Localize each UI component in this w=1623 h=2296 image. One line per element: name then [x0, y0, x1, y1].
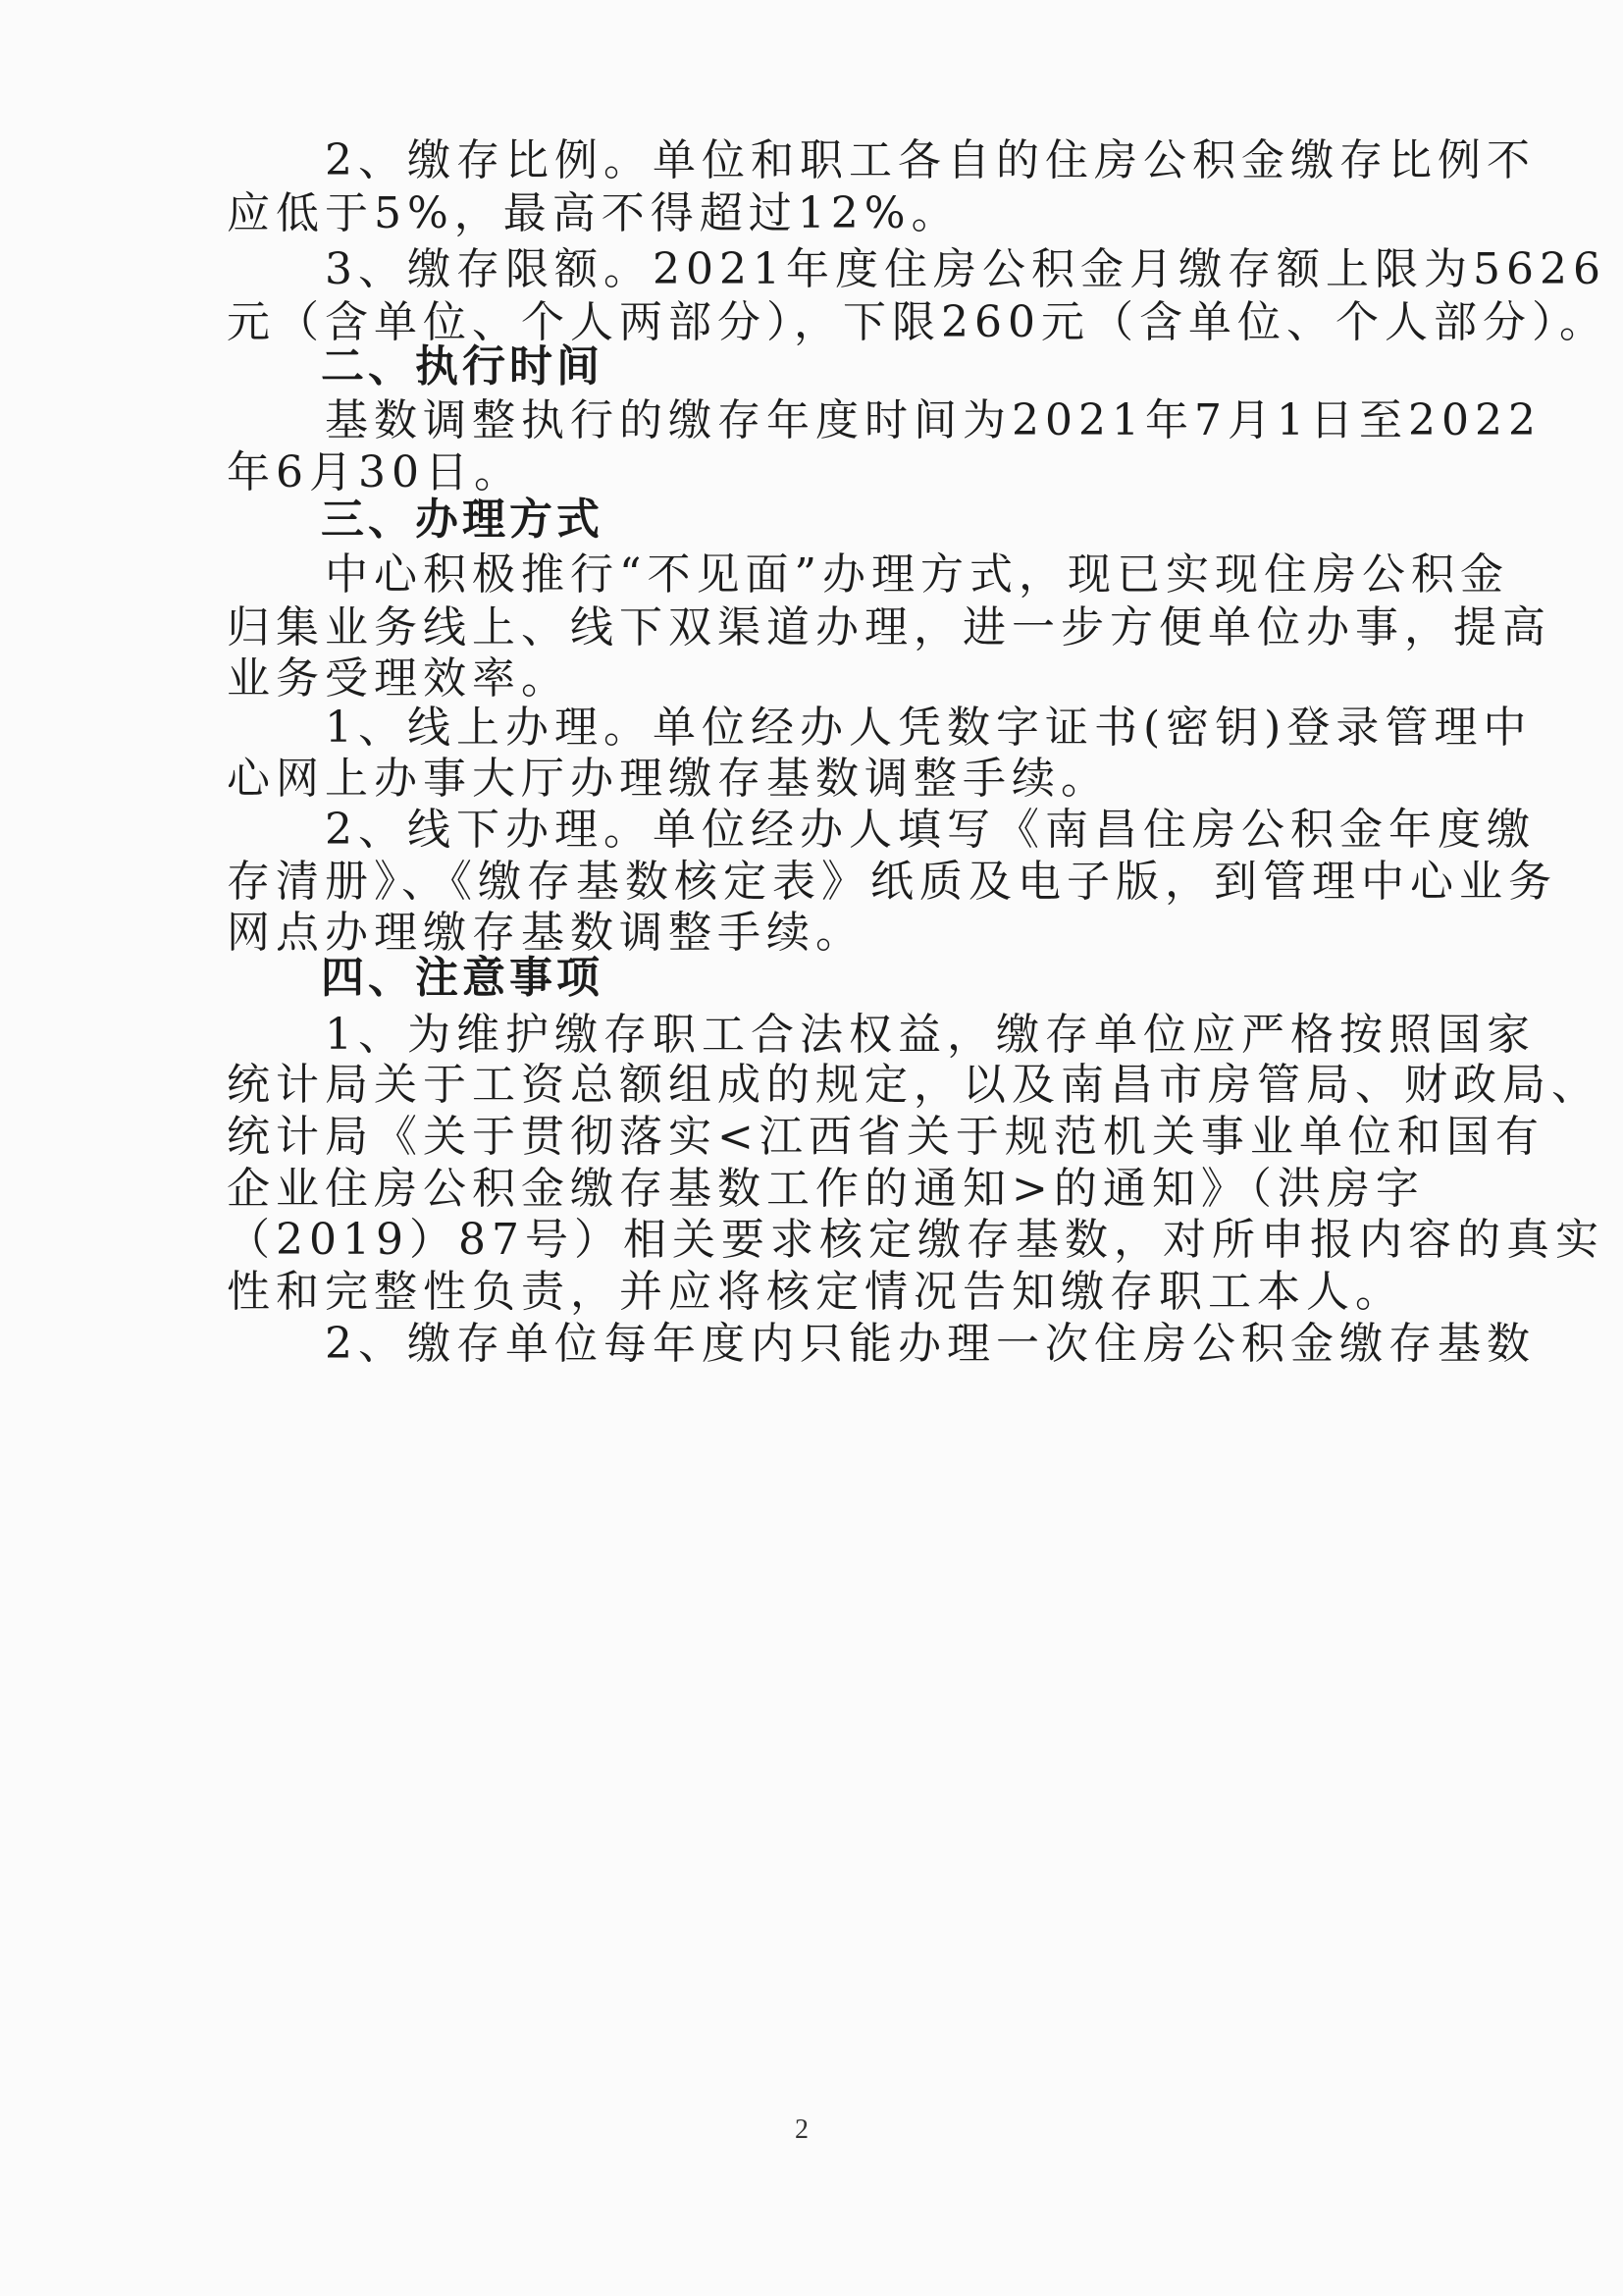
body-text-line: 应低于5%，最高不得超过12%。 [227, 188, 961, 238]
section-heading: 三、办理方式 [227, 495, 603, 545]
body-text-line: 业务受理效率。 [227, 653, 570, 704]
body-text-line: 1、线上办理。单位经办人凭数字证书(密钥)登录管理中 [227, 703, 1533, 753]
body-text-line: 中心积极推行“不见面”办理方式，现已实现住房公积金 [227, 549, 1509, 600]
body-text-line: 元（含单位、个人两部分），下限260元（含单位、个人部分）。 [227, 297, 1608, 347]
body-text-line: 1、为维护缴存职工合法权益，缴存单位应严格按照国家 [227, 1010, 1536, 1060]
body-text-line: 归集业务线上、线下双渠道办理，进一步方便单位办事，提高 [227, 602, 1551, 652]
body-text-line: 企业住房公积金缴存基数工作的通知>的通知》（洪房字 [227, 1164, 1425, 1214]
body-text-line: 存清册》、《缴存基数核定表》纸质及电子版，到管理中心业务 [227, 857, 1557, 907]
body-text-line: 年6月30日。 [227, 447, 523, 497]
body-text-line: 心网上办事大厅办理缴存基数调整手续。 [227, 754, 1110, 804]
section-heading: 四、注意事项 [227, 953, 603, 1003]
page-number: 2 [795, 2114, 809, 2145]
body-text-line: 网点办理缴存基数调整手续。 [227, 908, 864, 958]
body-text-line: 基数调整执行的缴存年度时间为2021年7月1日至2022 [227, 395, 1542, 445]
body-text-line: 性和完整性负责，并应将核定情况告知缴存职工本人。 [227, 1267, 1404, 1317]
body-text-line: 2、缴存单位每年度内只能办理一次住房公积金缴存基数 [227, 1319, 1536, 1369]
body-text-line: （2019）87号）相关要求核定缴存基数，对所申报内容的真实 [227, 1215, 1604, 1265]
body-text-line: 2、缴存比例。单位和职工各自的住房公积金缴存比例不 [227, 135, 1536, 185]
body-text-line: 3、缴存限额。2021年度住房公积金月缴存额上限为5626 [227, 244, 1606, 294]
body-text-line: 2、线下办理。单位经办人填写《南昌住房公积金年度缴 [227, 805, 1536, 855]
body-text-line: 统计局《关于贯彻落实<江西省关于规范机关事业单位和国有 [227, 1112, 1544, 1162]
section-heading: 二、执行时间 [227, 341, 603, 391]
body-text-line: 统计局关于工资总额组成的规定，以及南昌市房管局、财政局、 [227, 1060, 1600, 1110]
